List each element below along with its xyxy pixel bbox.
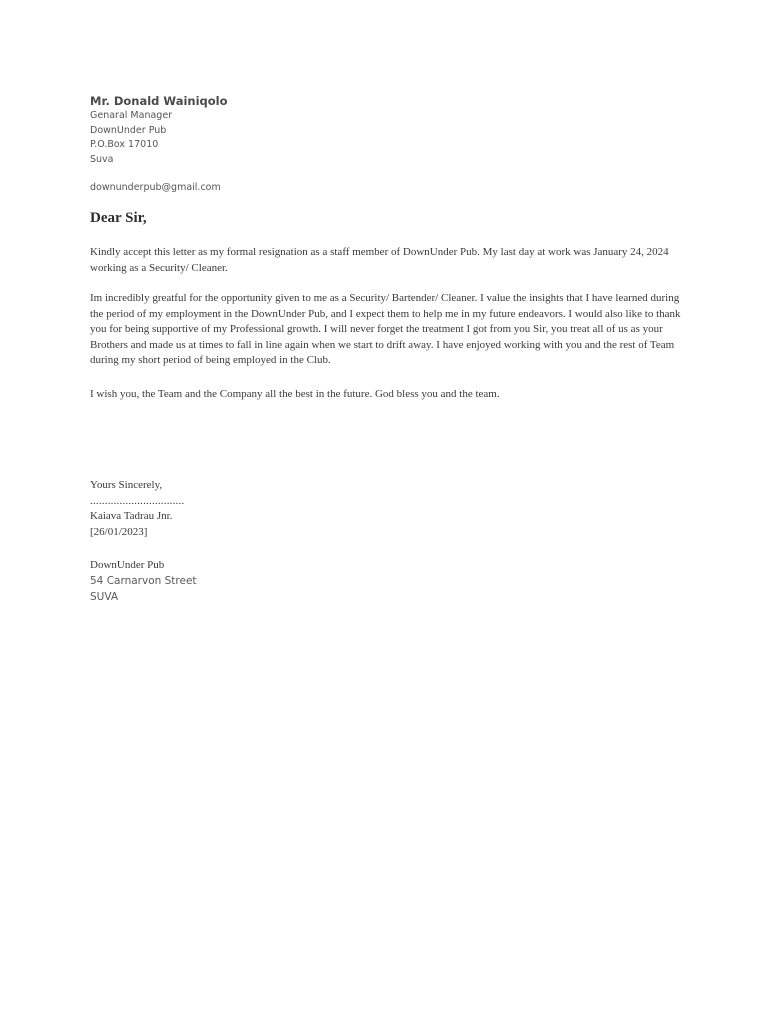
body-paragraph-2: Im incredibly greatful for the opportunity given to me as a Security/ Bartender/ Cleaner. I value the insights that I have learned during the period of my employment in the DownUnder Pub, and I expect them to help me in my future endeavors. I would also like to thank you for being supportive of my Professional growth. I will never forget the treatment I got from you Sir, you treat all of us as your Brothers and made us at times to fall in line again when we start to drift away. I have enjoyed working with you and the rest of Team during my short period of being employed in the Club. [90,292,681,366]
recipient-company: DownUnder Pub [90,124,167,136]
body-paragraph-3: I wish you, the Team and the Company all the best in the future. God bless you and the team. [90,388,500,400]
recipient-city: Suva [90,153,114,165]
sender-company: DownUnder Pub [90,559,165,571]
recipient-email: downunderpub@gmail.com [90,182,221,193]
recipient-block [90,93,690,196]
signer-name: Kaiava Tadrau Jnr. [90,510,173,522]
body-paragraph-1: Kindly accept this letter as my formal resignation as a staff member of DownUnder Pub. My last day at work was January 24, 2024 working as a Security/ Cleaner. [90,246,669,274]
salutation: Dear Sir, [90,210,147,226]
letter-date: [26/01/2023] [90,525,148,538]
closing-block [90,478,184,540]
signature-line: ................................ [90,494,185,507]
sender-address-block [90,557,197,605]
valediction: Yours Sincerely, [90,479,163,491]
recipient-name: Mr. Donald Wainiqolo [90,94,228,108]
recipient-po-box: P.O.Box 17010 [90,139,159,150]
sender-street: 54 Carnarvon Street [90,575,197,587]
sender-city: SUVA [90,591,119,603]
recipient-title: Genaral Manager [90,110,173,121]
